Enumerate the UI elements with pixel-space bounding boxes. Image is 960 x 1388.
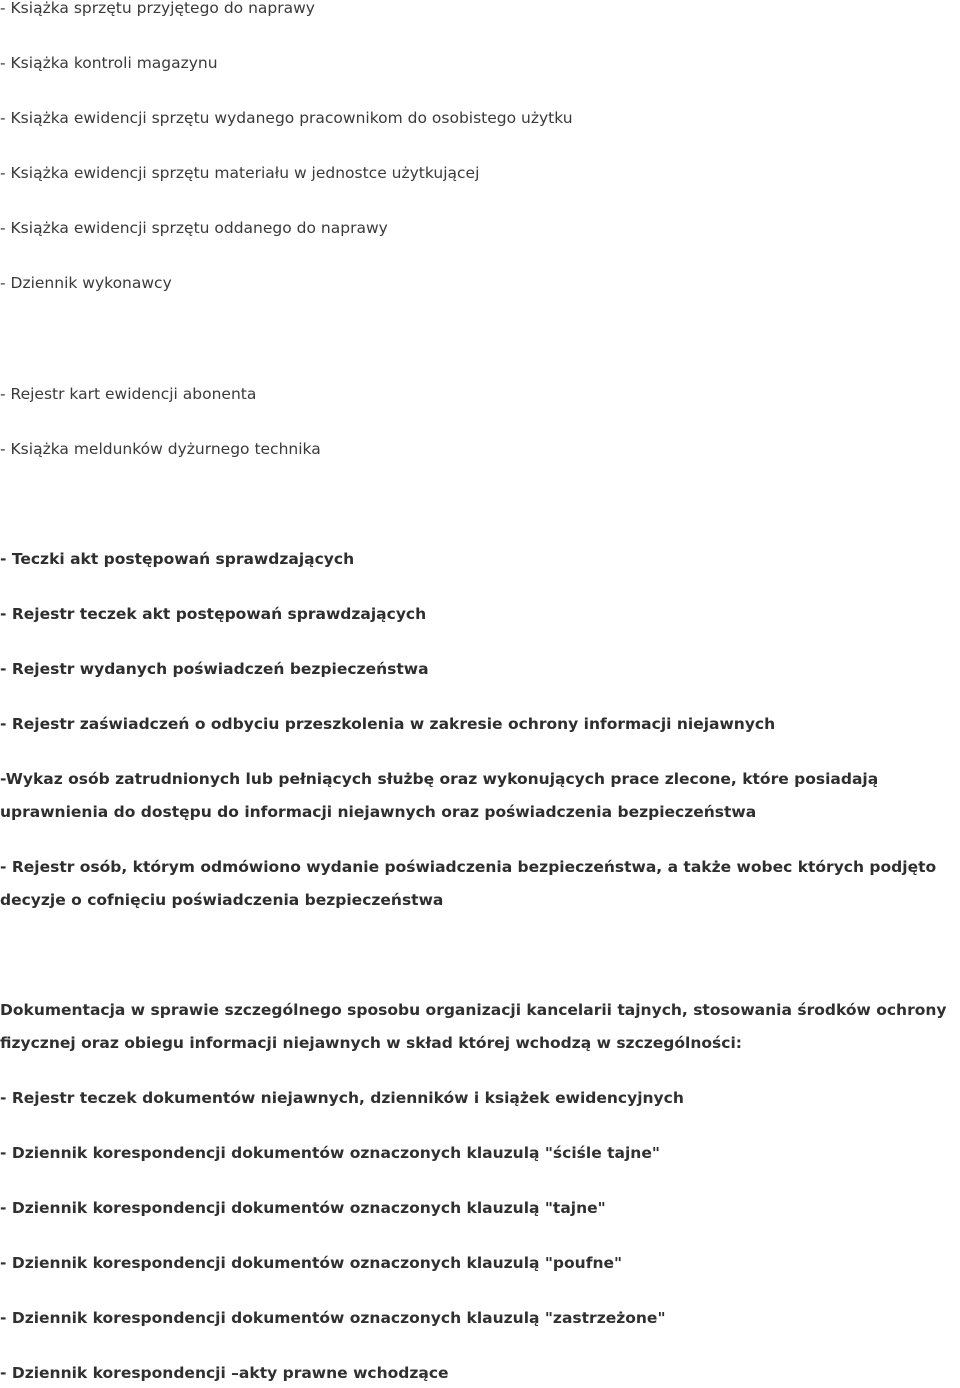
list-item: - Rejestr wydanych poświadczeń bezpieczeństwa (0, 660, 429, 678)
wykaz-line-2: uprawnienia do dostępu do informacji niejawnych oraz poświadczenia bezpieczeństwa (0, 803, 757, 821)
list-item: - Książka sprzętu przyjętego do naprawy (0, 0, 315, 17)
list-item: - Rejestr teczek dokumentów niejawnych, dzienników i książek ewidencyjnych (0, 1089, 684, 1107)
list-item: - Książka kontroli magazynu (0, 54, 218, 72)
list-item: - Książka ewidencji sprzętu materiału w jednostce użytkującej (0, 164, 480, 182)
dokumentacja-line-1: Dokumentacja w sprawie szczególnego sposobu organizacji kancelarii tajnych, stosowania środków ochrony (0, 1001, 947, 1019)
rejestr-osob-line-1: - Rejestr osób, którym odmówiono wydanie poświadczenia bezpieczeństwa, a także wobec których podjęto (0, 858, 937, 876)
list-item: - Teczki akt postępowań sprawdzających (0, 550, 355, 568)
list-item: - Rejestr kart ewidencji abonenta (0, 385, 257, 403)
list-item: - Książka meldunków dyżurnego technika (0, 440, 321, 458)
rejestr-osob-line-2: decyzje o cofnięciu poświadczenia bezpieczeństwa (0, 891, 444, 909)
dokumentacja-line-2: fizycznej oraz obiegu informacji niejawnych w skład której wchodzą w szczególności: (0, 1034, 742, 1052)
list-item: - Dziennik korespondencji –akty prawne wchodzące (0, 1364, 449, 1382)
list-item: - Książka ewidencji sprzętu oddanego do naprawy (0, 219, 388, 237)
list-item: - Dziennik korespondencji dokumentów oznaczonych klauzulą "tajne" (0, 1199, 606, 1217)
list-item: - Dziennik wykonawcy (0, 274, 172, 292)
list-item: - Rejestr zaświadczeń o odbyciu przeszkolenia w zakresie ochrony informacji niejawnych (0, 715, 776, 733)
wykaz-line-1: -Wykaz osób zatrudnionych lub pełniących służbę oraz wykonujących prace zlecone, które posiadają (0, 770, 879, 788)
list-item: - Książka ewidencji sprzętu wydanego pracownikom do osobistego użytku (0, 109, 573, 127)
list-item: - Dziennik korespondencji dokumentów oznaczonych klauzulą "poufne" (0, 1254, 623, 1272)
list-item: - Dziennik korespondencji dokumentów oznaczonych klauzulą "zastrzeżone" (0, 1309, 666, 1327)
list-item: - Rejestr teczek akt postępowań sprawdzających (0, 605, 427, 623)
list-item: - Dziennik korespondencji dokumentów oznaczonych klauzulą "ściśle tajne" (0, 1144, 660, 1162)
